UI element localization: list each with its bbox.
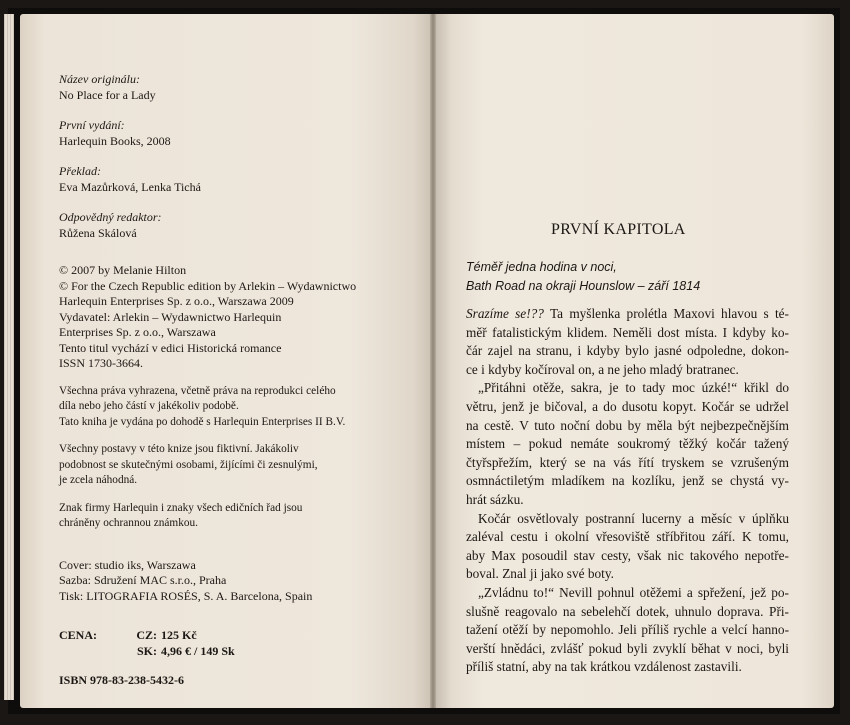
body-line: tažení otěží by nepomohlo. Jeli příliš rychle a velcí hanno- (466, 622, 789, 638)
opening-italic: Srazíme se!?? (466, 306, 544, 321)
body-line: zaléval cestu i okolní vřesoviště stříbřitou září. K tomu, (466, 529, 789, 545)
price-amount: 125 Kč (161, 628, 197, 642)
copyright-line: © For the Czech Republic edition by Arlekin – Wydawnictwo (59, 278, 357, 293)
book-gutter (430, 14, 436, 708)
price-currency: SK: (136, 643, 157, 658)
imprint-label: Odpovědný redaktor: (59, 210, 162, 224)
body-line: „Přitáhni otěže, sakra, je to tady moc úzké!“ křikl do (478, 380, 789, 396)
body-line: slušně reagovalo na sebelehčí dotek, uhnulo doprava. Při- (466, 603, 789, 619)
trademark-line: chráněny ochrannou známkou. (59, 517, 198, 529)
price-currency: CZ: (136, 628, 157, 642)
isbn: ISBN 978-83-238-5432-6 (59, 673, 184, 687)
body-line: čár zajel na stranu, i kdyby bylo jasné odpoledne, dokon- (466, 343, 789, 359)
rights-line: díla nebo jeho částí v jakékoliv podobě. (59, 400, 239, 412)
body-line: aby Max posoudil stav cesty, však nic takového nepotře- (466, 547, 789, 563)
copyright-block (59, 263, 409, 372)
body-line (466, 305, 789, 324)
imprint-value: Harlequin Books, 2008 (59, 133, 171, 148)
production-block (59, 558, 409, 605)
trademark-notice (59, 501, 409, 532)
copyright-line: Tento titul vychází v edici Historická romance (59, 340, 282, 355)
imprint-block (59, 72, 409, 689)
imprint-label: Název originálu: (59, 72, 140, 86)
fiction-line: podobnost se skutečnými osobami, žijícími či zesnulými, (59, 458, 318, 471)
fiction-line: je zcela náhodná. (59, 474, 138, 486)
rights-line: Tato kniha je vydána po dohodě s Harlequin Enterprises II B.V. (59, 415, 346, 428)
body-line: hrát sázku. (466, 491, 524, 507)
production-line: Tisk: LITOGRAFIA ROSÉS, S. A. Barcelona, Spain (59, 588, 313, 603)
copyright-line: Harlequin Enterprises Sp. z o.o., Warszawa 2009 (59, 294, 294, 308)
body-line: Kočár osvětlovaly postranní lucerny a měsíc v úplňku (478, 510, 789, 526)
body-line: místem – pokud nemáte soukromý těžký kočár tažený (466, 436, 789, 452)
imprint-label: První vydání: (59, 118, 125, 132)
fiction-line: Všechny postavy v této knize jsou fiktivní. Jakákoliv (59, 443, 299, 455)
subheading-line: Bath Road na okraji Hounslow – září 1814 (466, 279, 701, 293)
copyright-line: © 2007 by Melanie Hilton (59, 263, 187, 277)
trademark-line: Znak firmy Harlequin i znaky všech edičních řad jsou (59, 501, 303, 514)
copyright-line: ISSN 1730-3664. (59, 356, 144, 370)
price-amount: 4,96 € / 149 Sk (161, 643, 235, 658)
body-line: příliš statní, aby na tak krátkou vzdálenost zastavili. (466, 659, 742, 675)
price-block (59, 628, 409, 659)
body-line: boval. Znal ji jako své boty. (466, 566, 614, 582)
price-label: CENA: (59, 628, 97, 642)
body-text-run: Ta myšlenka prolétla Maxovi hlavou s té- (543, 306, 789, 321)
body-line: ce i kdyby kočíroval on, a ne jeho mladý bratranec. (466, 361, 739, 377)
page-edges (4, 14, 14, 700)
imprint-value: No Place for a Lady (59, 87, 156, 102)
body-line: na cestě. V tuto noční dobu by měla být nejbezpečnějším (466, 417, 789, 433)
imprint-value: Eva Mazůrková, Lenka Tichá (59, 179, 201, 194)
production-line: Cover: studio iks, Warszawa (59, 557, 196, 572)
production-line: Sazba: Sdružení MAC s.r.o., Praha (59, 573, 227, 587)
chapter-title: PRVNÍ KAPITOLA (551, 221, 686, 238)
body-line: verští hnědáci, zvlášť pokud byli zvyklí běhat v noci, byli (466, 640, 789, 656)
subheading-line: Téměř jedna hodina v noci, (466, 260, 617, 274)
body-line: měř fatalistickým klidem. Neměli dost místa. I kdyby ko- (466, 324, 789, 340)
fiction-disclaimer (59, 442, 409, 489)
chapter-body (466, 305, 789, 677)
imprint-value: Růžena Skálová (59, 225, 137, 240)
rights-line: Všechna práva vyhrazena, včetně práva na reprodukci celého (59, 384, 336, 397)
copyright-line: Enterprises Sp. z o.o., Warszawa (59, 325, 216, 339)
copyright-line: Vydavatel: Arlekin – Wydawnictwo Harlequin (59, 309, 282, 324)
imprint-label: Překlad: (59, 164, 101, 178)
body-line: „Zvládnu to!“ Nevill pohnul otěžemi a spřežení, jež po- (478, 584, 789, 600)
rights-block (59, 384, 409, 431)
chapter-subheading (466, 258, 806, 296)
body-line: větru, jenž je bičoval, a do dusotu kopyt. Kočár se udržel (466, 398, 789, 414)
body-line: čtyřspřežím, který se na vás řítí tryskem se vzrušeným (466, 454, 789, 470)
body-line: osmnáctiletým mladíkem na kozlíku, jenž se chystá vy- (466, 473, 789, 489)
